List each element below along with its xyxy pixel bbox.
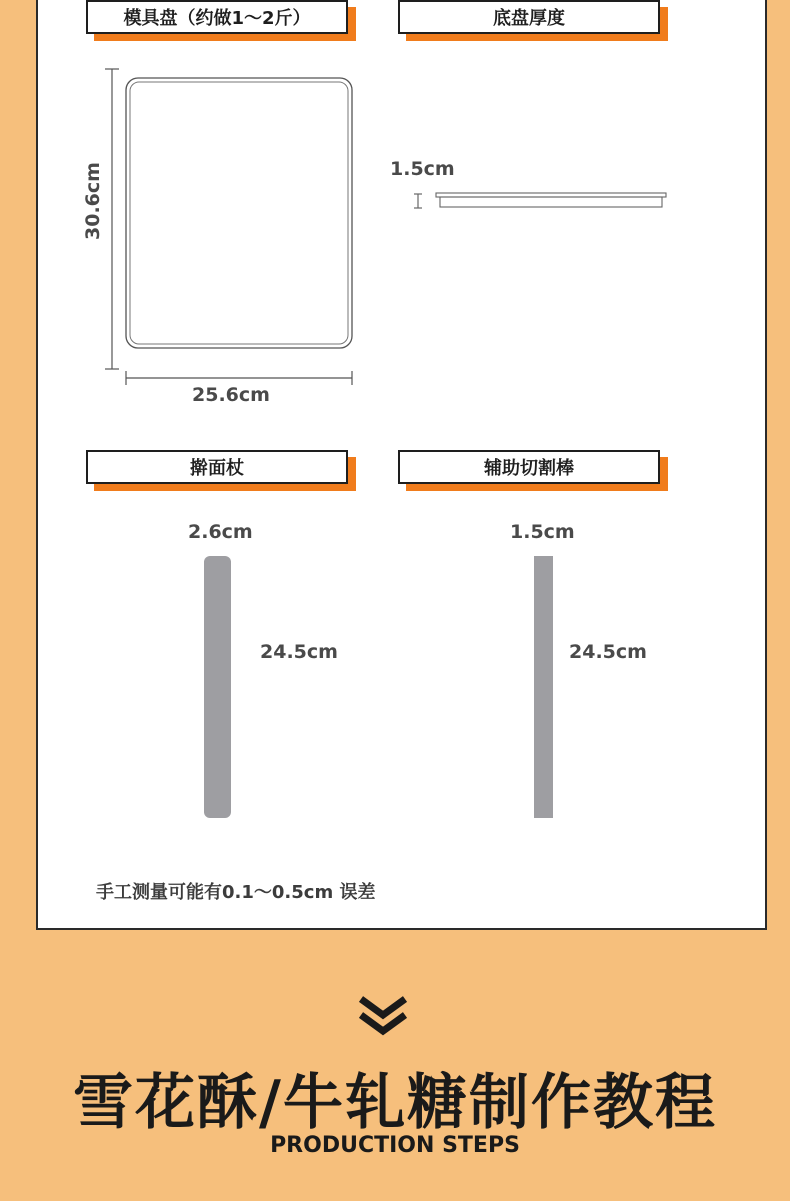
cutting-rod-label: 辅助切割棒: [398, 450, 660, 484]
rolling-pin-label: 擀面杖: [86, 450, 348, 484]
rolling-pin-diameter: 2.6cm: [188, 521, 253, 543]
cutting-rod-width: 1.5cm: [510, 521, 575, 543]
tutorial-title: 雪花酥/牛轧糖制作教程: [73, 1068, 717, 1138]
rolling-pin-shape: [204, 556, 231, 818]
spec-panel: [36, 0, 767, 930]
tray-height-label: 30.6cm: [82, 162, 104, 240]
tray-width-label: 25.6cm: [192, 384, 270, 406]
rolling-pin-length: 24.5cm: [260, 641, 338, 663]
measurement-note: 手工测量可能有0.1～0.5cm 误差: [96, 882, 376, 903]
tray-drawing: [98, 65, 358, 395]
double-chevron-down-icon: [357, 995, 409, 1037]
cutting-rod-shape: [534, 556, 553, 818]
tutorial-subtitle: PRODUCTION STEPS: [270, 1133, 520, 1158]
cutting-rod-length: 24.5cm: [569, 641, 647, 663]
base-thickness-value: 1.5cm: [390, 158, 455, 180]
base-thickness-label: 底盘厚度: [398, 0, 660, 34]
base-profile-drawing: [414, 190, 674, 214]
mold-tray-label: 模具盘（约做1～2斤）: [86, 0, 348, 34]
